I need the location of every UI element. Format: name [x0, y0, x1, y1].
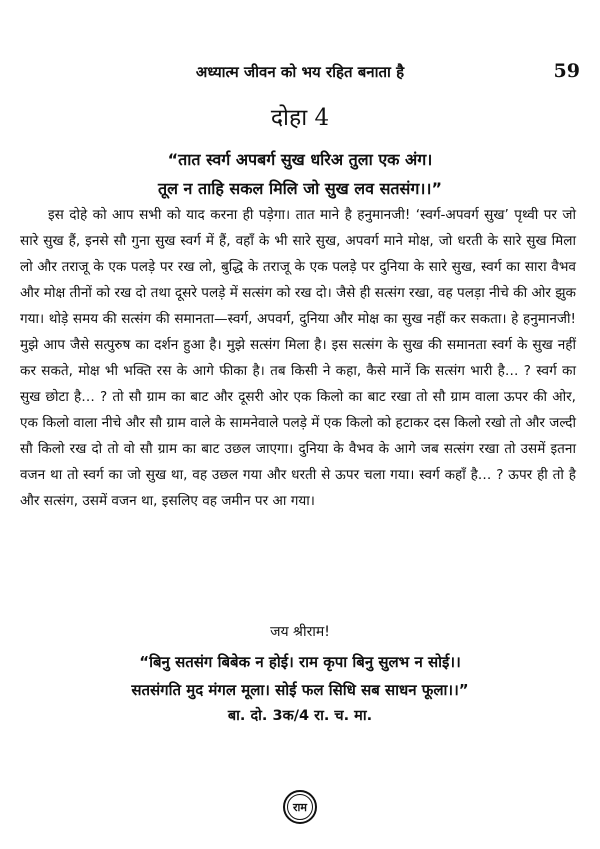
- seal-text: राम: [293, 800, 307, 814]
- opening-verse: [0, 145, 600, 203]
- ram-seal-icon: [283, 790, 317, 824]
- running-header: [0, 60, 600, 88]
- doha-heading: दोहा 4: [270, 105, 330, 131]
- verse-line-1: “तात स्वर्ग अपबर्ग सुख धरिअ तुला एक अंग।: [167, 150, 433, 169]
- page-number: 59: [553, 60, 580, 82]
- verse-reference: बा. दो. 3क/4 रा. च. मा.: [227, 708, 373, 724]
- closing-verse-line-2: सतसंगति मुद मंगल मूला। सोई फल सिधि सब साधन फूला।।”: [131, 681, 469, 699]
- commentary-paragraph: इस दोहे को आप सभी को याद करना ही पड़ेगा। तात माने है हनुमानजी! ‘स्वर्ग-अपवर्ग सुख’ पृथ्वी पर जो सारे सुख हैं, इनसे सौ गुना सुख स्वर्ग में हैं, वहाँ के भी सारे सुख, अपवर्ग माने मोक्ष, जो धरती के सारे सुख मिला लो और तराजू के एक पलड़े पर रख लो, बुद्धि के तराजू के एक पलड़े पर दुनिया के सारे सुख, स्वर्ग का सारा वैभव और मोक्ष तीनों को रख दो तथा दूसरे पलड़े में सत्संग को रख दो। जैसे ही सत्संग रखा, वह पलड़ा नीचे की ओर झुक गया। थोड़े समय की सत्संग की समानता—स्वर्ग, अपवर्ग, दुनिया और मोक्ष का सुख नहीं कर सकता। हे हनुमानजी! मुझे आप जैसे सत्पुरुष का दर्शन हुआ है। मुझे सत्संग मिला है। इस सत्संग के सुख की समानता स्वर्ग के सुख नहीं कर सकते, मोक्ष भी भक्ति रस के आगे फीका है। तब किसी ने कहा, कैसे मानें कि सत्संग भारी है… ? स्वर्ग का सुख छोटा है… ? तो सौ ग्राम का बाट और दूसरी ओर एक किलो का बाट रखा तो सौ ग्राम वाला ऊपर की ओर, एक किलो वाला नीचे और सौ ग्राम वाले के सामनेवाले पलड़े में एक किलो को हटाकर दस किलो रखो तो और जल्दी सौ किलो रख दो तो वो सौ ग्राम का बाट उछल जाएगा। दुनिया के वैभव के आगे जब सत्संग रखा तो उसमें इतना वजन था तो स्वर्ग का जो सुख था, वह उछल गया और धरती से ऊपर चला गया। स्वर्ग कहाँ है… ? ऊपर ही तो है और सत्संग, उसमें वजन था, इसलिए वह जमीन पर आ गया।: [20, 207, 576, 509]
- jai-shriram: जय श्रीराम!: [270, 624, 330, 640]
- closing-verse-line-1: “बिनु सतसंग बिबेक न होई। राम कृपा बिनु सुलभ न सोई।।: [139, 653, 461, 671]
- running-title: अध्यात्म जीवन को भय रहित बनाता है: [195, 63, 405, 81]
- commentary-body: [20, 202, 576, 514]
- verse-line-2: तूल न ताहि सकल मिलि जो सुख लव सतसंग।।”: [157, 179, 443, 198]
- closing-verse: [0, 648, 600, 704]
